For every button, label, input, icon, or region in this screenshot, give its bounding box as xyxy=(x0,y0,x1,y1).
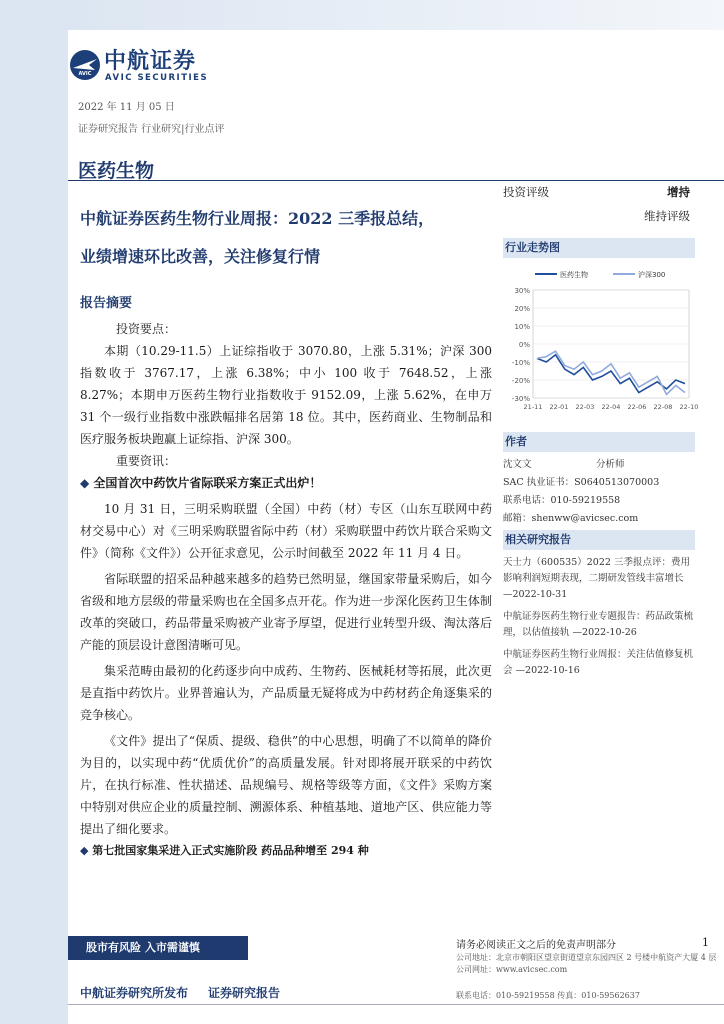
points-heading: 投资要点： xyxy=(116,322,177,336)
series-line xyxy=(537,351,685,394)
logo-mark-text: AVIC xyxy=(78,71,92,77)
x-tick-label: 22-03 xyxy=(575,403,595,411)
y-tick-label: -10% xyxy=(511,359,530,367)
summary-paragraph-3: 省际联盟的招采品种越来越多的趋势已然明显，继国家带量采购后，如今省级和地方层级的带量采购也在全国多点开花。作为进一步深化医药卫生体制改革的突破口，药品带量采购被产业寄予厚望，促进行业转型升级、淘汰落后产能的顶层设计意图清晰可见。 xyxy=(80,572,492,652)
author-phone: 联系电话：010-59219558 xyxy=(503,495,621,506)
y-tick-label: 10% xyxy=(514,323,530,331)
summary-paragraph-2: 10 月 31 日，三明采购联盟（全国）中药（材）专区（山东互联网中药材交易中心）对《三明采购联盟省际中药（材）采购联盟中药饮片联合采购文件》（简称《文件》）公开征求意见，公示时间截至 2022 年 11 月 4 日。 xyxy=(80,502,492,560)
y-tick-label: 20% xyxy=(514,305,530,313)
trend-chart-heading: 行业走势图 xyxy=(503,238,695,258)
top-band xyxy=(68,0,724,30)
trend-chart xyxy=(503,262,699,424)
diamond-bullet-icon: ◆ xyxy=(80,844,93,857)
summary-paragraph-5: 《文件》提出了“保质、提级、稳供”的中心思想，明确了不以简单的降价为目的，以实现中药“优质优价”的高质量发展。针对即将展开联采的中药饮片，在执行标准、性状描述、品规编号、规格等级等方面，《文件》采购方案中特别对供应企业的质量控制、溯源体系、种植基地、道地产区、供应能力等提出了细化要求。 xyxy=(80,734,492,836)
x-tick-label: 22-10 xyxy=(679,403,699,411)
left-sidebar-strip xyxy=(0,0,68,1024)
x-tick-label: 22-08 xyxy=(653,403,673,411)
y-tick-label: -20% xyxy=(511,377,530,385)
brand-name-en: AVIC SECURITIES xyxy=(105,73,209,83)
author-email[interactable]: 邮箱：shenww@avicsec.com xyxy=(503,513,639,524)
footer xyxy=(80,984,300,1001)
author-heading: 作者 xyxy=(503,432,695,452)
sector-title: 医药生物 xyxy=(78,160,155,182)
brand-name-cn: 中航证券 xyxy=(104,49,197,74)
summary-paragraph-1: 本期（10.29-11.5）上证综指收于 3070.80，上涨 5.31%；沪深 300 指数收于 3767.17，上涨 6.38%；中小 100 收于 7648.52，上涨 8.27%；本期申万医药生物行业指数收于 9152.09，上涨 5.62%，在申万 31 个一级行业指数中涨跌幅排名居第 18 位。其中，医药商业、生物制品和医疗服务板块跑赢上证综指、沪深 300。 xyxy=(80,344,492,446)
news-bullet-1-text: 全国首次中药饮片省际联采方案正式出炉！ xyxy=(93,476,322,490)
summary-paragraph-4: 集采范畴由最初的化药逐步向中成药、生物药、医械耗材等拓展，此次更是直指中药饮片。业界普遍认为，产品质量无疑将成为中药材药企角逐集采的竞争核心。 xyxy=(80,664,492,722)
author-role: 分析师 xyxy=(596,459,625,470)
related-item[interactable]: 中航证券医药生物行业周报：关注估值修复机会 —2022-10-16 xyxy=(503,649,694,676)
report-title-line1: 中航证券医药生物行业周报：2022 三季报总结， xyxy=(80,209,435,228)
trend-chart-svg xyxy=(503,262,699,424)
related-item[interactable]: 天士力（600535）2022 三季报点评：费用影响利润短期表现，二期研发管线丰富增长 —2022-10-31 xyxy=(503,557,690,600)
related-heading: 相关研究报告 xyxy=(503,530,695,550)
footer-publisher: 中航证券研究所发布 xyxy=(80,986,189,1000)
author-name: 沈文文 xyxy=(503,459,532,470)
x-tick-label: 21-11 xyxy=(523,403,543,411)
x-tick-label: 22-04 xyxy=(601,403,621,411)
y-tick-label: 0% xyxy=(518,341,530,349)
diamond-bullet-icon: ◆ xyxy=(80,476,94,490)
x-tick-label: 22-06 xyxy=(627,403,647,411)
sector-divider xyxy=(68,180,724,181)
report-title-line2: 业绩增速环比改善，关注修复行情 xyxy=(80,247,321,266)
news-heading: 重要资讯： xyxy=(116,454,177,468)
company-website[interactable]: 公司网址：www.avicsec.com xyxy=(456,965,568,974)
report-category: 证券研究报告 行业研究|行业点评 xyxy=(78,124,225,135)
report-date: 2022 年 11 月 05 日 xyxy=(78,102,175,113)
news-bullet-2 xyxy=(80,840,492,862)
bottom-divider xyxy=(68,1004,724,1005)
company-contact: 联系电话：010-59219558 传真：010-59562637 xyxy=(456,991,640,1000)
summary-heading: 报告摘要 xyxy=(80,296,133,311)
rating-sub: 维持评级 xyxy=(644,209,690,223)
disclaimer-text: 请务必阅读正文之后的免责声明部分 xyxy=(456,940,616,951)
news-bullet-1 xyxy=(80,472,492,494)
rating-label: 投资评级 xyxy=(503,185,549,199)
x-tick-label: 22-01 xyxy=(549,403,569,411)
y-tick-label: 30% xyxy=(514,287,530,295)
company-address: 公司地址：北京市朝阳区望京街道望京东园四区 2 号楼中航资产大厦 4 层 xyxy=(456,953,717,962)
footer-type: 证券研究报告 xyxy=(208,986,281,1000)
avic-logo-icon xyxy=(68,48,102,82)
news-bullet-2-text: 第七批国家集采进入正式实施阶段 药品品种增至 294 种 xyxy=(92,844,369,857)
rating-value: 增持 xyxy=(667,185,690,199)
risk-notice-bar: 股市有风险 入市需谨慎 xyxy=(68,936,248,960)
related-list xyxy=(503,555,693,685)
legend-label: 医药生物 xyxy=(560,271,588,279)
y-tick-label: -30% xyxy=(511,395,530,403)
author-cert: SAC 执业证书：S0640513070003 xyxy=(503,477,660,488)
related-item[interactable]: 中航证券医药生物行业专题报告：药品政策梳理，以估值接轨 —2022-10-26 xyxy=(503,611,694,638)
summary-body xyxy=(80,318,492,862)
legend-label: 沪深300 xyxy=(638,271,666,279)
page-number: 1 xyxy=(702,936,709,949)
